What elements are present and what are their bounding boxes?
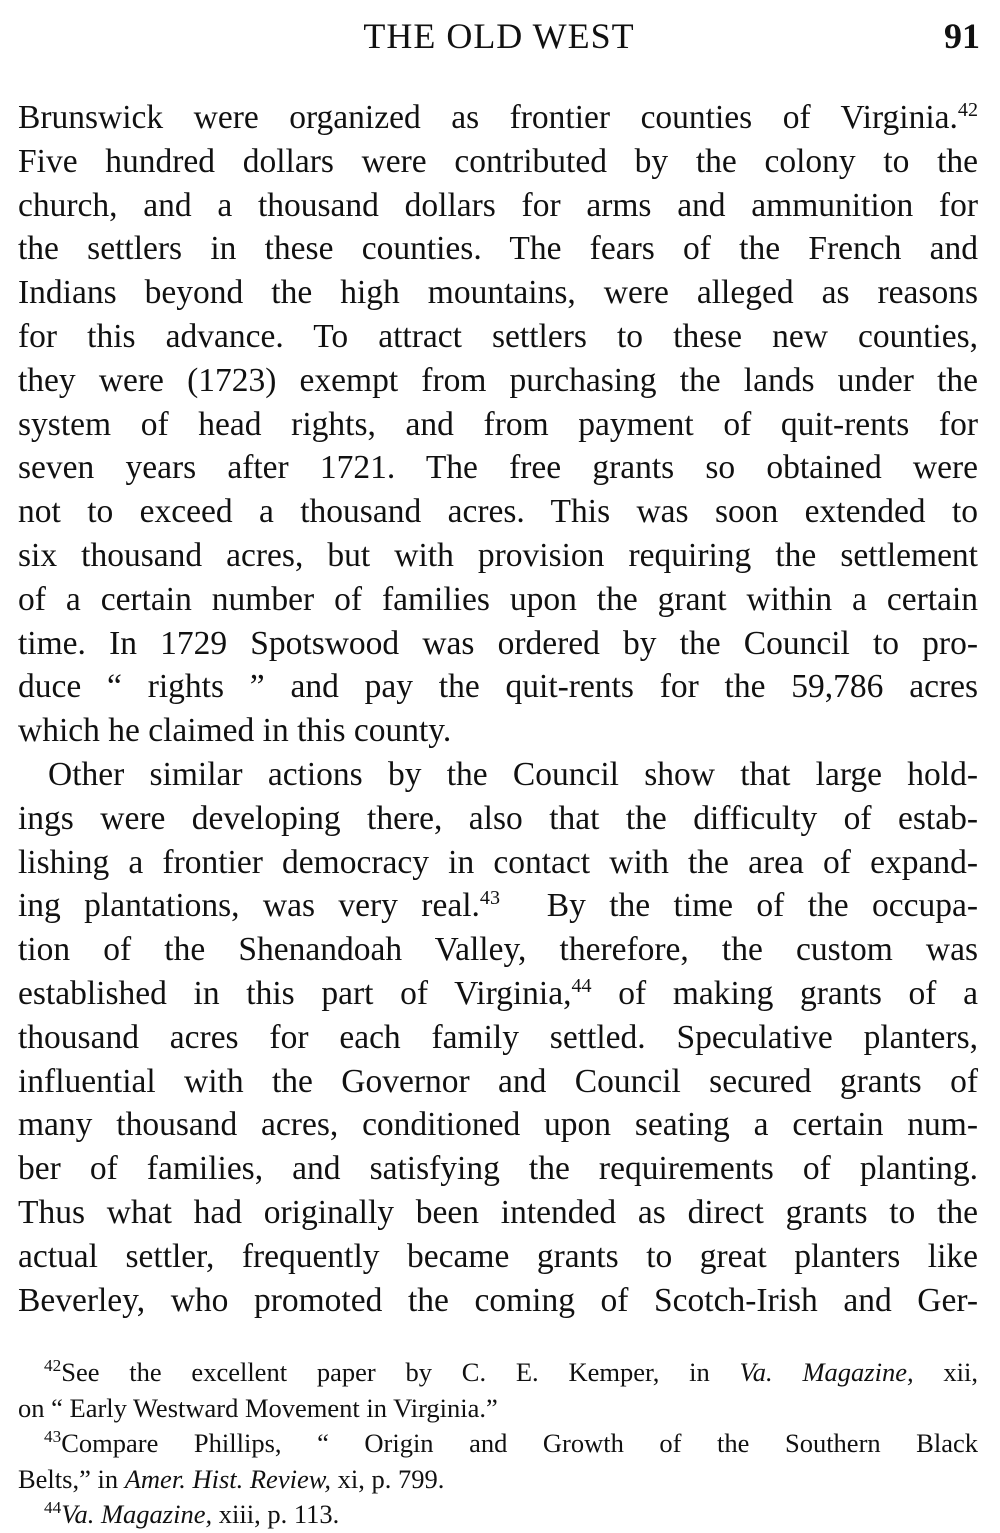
text-line: seven years after 1721. The free grants so obtained were [18, 449, 978, 487]
footnote-number: 44 [44, 1498, 62, 1518]
text-line: system of head rights, and from payment of quit-rents for [18, 405, 978, 443]
text-line: established in this part of Virginia,$^{44}$ of making grants of a [18, 974, 979, 1012]
page-title: THE OLD WEST [363, 16, 635, 56]
text-line: thousand acres for each family settled. Speculative planters, [18, 1018, 978, 1056]
text-line: lishing a frontier democracy in contact with the area of expand- [18, 843, 978, 881]
text-line: Indians beyond the high mountains, were alleged as reasons [18, 274, 978, 312]
footnote-ref-44[interactable]: 44 [571, 974, 592, 997]
text-line: many thousand acres, conditioned upon seating a certain num- [18, 1106, 978, 1144]
footnote-43-cont: Belts,” in Amer. Hist. Review, xi, p. 799. [18, 1463, 445, 1494]
text-line: influential with the Governor and Council secured grants of [18, 1062, 978, 1100]
footnote-number: 43 [44, 1427, 62, 1447]
body-text [18, 96, 978, 1322]
text-line: not to exceed a thousand acres. This was soon extended to [18, 493, 978, 531]
footnote-43: $^{43}$Compare Phillips, “ Origin and Growth of the Southern Black [44, 1427, 978, 1458]
text-line: they were (1723) exempt from purchasing the lands under the [18, 361, 978, 399]
text-line: church, and a thousand dollars for arms and ammunition for [18, 186, 978, 224]
text-line: duce “ rights ” and pay the quit-rents for the 59,786 acres [18, 668, 978, 706]
text-line: the settlers in these counties. The fears of the French and [18, 230, 978, 268]
text-line: ber of families, and satisfying the requirements of planting. [18, 1150, 978, 1188]
text-line: six thousand acres, but with provision requiring the settlement [18, 536, 978, 574]
text-line: Five hundred dollars were contributed by the colony to the [18, 142, 978, 180]
text-line: for this advance. To attract settlers to these new counties, [18, 317, 978, 355]
text-line: Thus what had originally been intended as direct grants to the [18, 1193, 978, 1231]
text-line: ings were developing there, also that the difficulty of estab- [18, 799, 978, 837]
footnote-42: $^{42}$See the excellent paper by C. E. Kemper, in Va. Magazine, xii, [44, 1356, 978, 1387]
footnote-number: 42 [44, 1356, 62, 1376]
footnote-ref-43[interactable]: 43 [479, 887, 500, 910]
text-line: Brunswick were organized as frontier counties of Virginia.$^{42}$ [18, 98, 978, 136]
page-number: 91 [944, 16, 980, 56]
text-line: Beverley, who promoted the coming of Scotch-Irish and Ger- [18, 1281, 978, 1319]
text-line: ing plantations, was very real.$^{43}$ By the time of the occupa- [18, 887, 979, 925]
text-line: tion of the Shenandoah Valley, therefore, the custom was [18, 931, 978, 969]
footnote-44: $^{44}$Va. Magazine, xiii, p. 113. [44, 1498, 340, 1529]
text-line: of a certain number of families upon the grant within a certain [18, 580, 978, 618]
footnote-ref-42[interactable]: 42 [957, 98, 978, 121]
footnotes [18, 1355, 978, 1533]
text-line: which he claimed in this county. [18, 712, 452, 750]
text-line: actual settler, frequently became grants to great planters like [18, 1237, 978, 1275]
text-line: Other similar actions by the Council show that large hold- [48, 755, 978, 793]
running-head [18, 12, 980, 60]
text-line: time. In 1729 Spotswood was ordered by the Council to pro- [18, 624, 978, 662]
footnote-42-cont: on “ Early Westward Movement in Virginia.” [18, 1392, 498, 1423]
